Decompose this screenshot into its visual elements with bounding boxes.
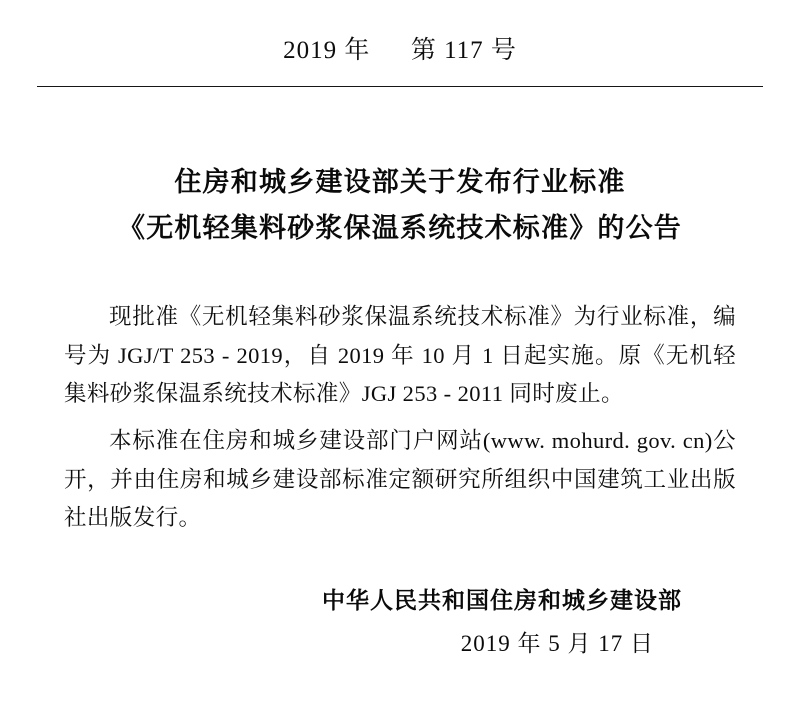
issue-header xyxy=(0,0,800,66)
title-line-2: 《无机轻集料砂浆保温系统技术标准》的公告 xyxy=(118,213,682,244)
issue-number: 第 117 号 xyxy=(410,37,517,64)
header-divider xyxy=(37,86,763,87)
document-body xyxy=(64,298,736,538)
signature-organization: 中华人民共和国住房和城乡建设部 xyxy=(322,588,682,613)
paragraph: 本标准在住房和城乡建设部门户网站(www. mohurd. gov. cn)公开，并由住房和城乡建设部标准定额研究所组织中国建筑工业出版社出版发行。 xyxy=(64,427,736,531)
title-line-1: 住房和城乡建设部关于发布行业标准 xyxy=(174,167,626,197)
page-title xyxy=(0,159,800,252)
paragraph: 现批准《无机轻集料砂浆保温系统技术标准》为行业标准，编号为 JGJ/T 253 - 2019，自 2019 年 10 月 1 日起实施。原《无机轻集料砂浆保温系统技术标准》JGJ 253 - 2011 同时废止。 xyxy=(64,303,736,407)
signature-date: 2019 年 5 月 17 日 xyxy=(460,631,654,656)
issue-year: 2019 年 xyxy=(283,37,371,64)
signature-block xyxy=(64,582,736,658)
